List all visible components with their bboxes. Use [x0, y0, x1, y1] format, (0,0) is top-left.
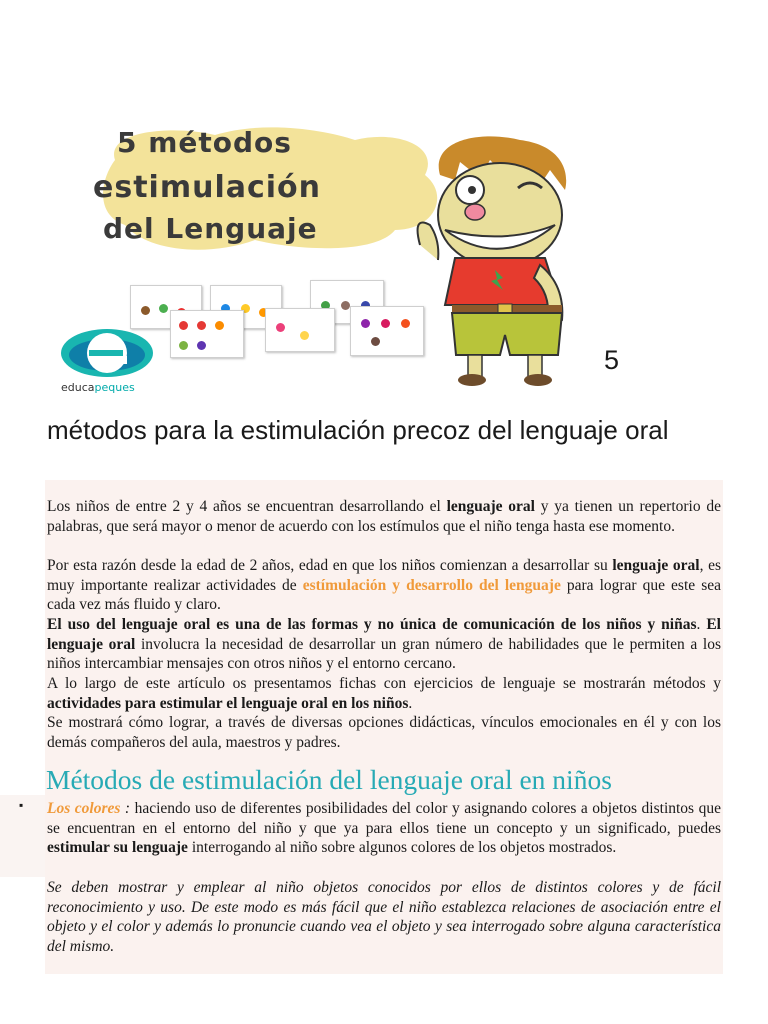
italic-note: Se deben mostrar y emplear al niño objetos conocidos por ellos de distintos colores y de fácil reconocimiento y uso. De este modo es más fácil que el niño establezca relaciones de asociación entre el objeto y el color y además lo pronuncie cuando vea el objeto y sea interrogado sobre alguna característica del mismo. — [47, 879, 721, 955]
hero-illustration — [55, 120, 635, 394]
worksheet-cards — [125, 280, 425, 360]
list-item-label: Los colores — [47, 800, 121, 817]
page-title: métodos para la estimulación precoz del lenguaje oral — [47, 415, 669, 445]
section-heading: Métodos de estimulación del lenguaje oral en niños — [46, 764, 612, 795]
worksheet-card — [265, 308, 335, 352]
paragraph-3: El uso del lenguaje oral es una de las formas y no única de comunicación de los niños y niñas. El lenguaje oral involucra la necesidad de desarrollar un gran número de habilidades que le permiten a los niños intercambiar mensajes con otros niños y el entorno cercano. — [47, 616, 721, 672]
paragraph-5: Se mostrará cómo lograr, a través de diversas opciones didácticas, vínculos emocionales en él y con los demás compañeros del aula, maestros y padres. — [47, 714, 721, 751]
hero-title-line-2: estimulación — [93, 170, 322, 205]
stimulation-link[interactable]: estímulación y desarrollo del lenguaje — [302, 576, 561, 594]
hero-title-line-1: 5 métodos — [117, 126, 292, 159]
list-bullet: ▪ — [19, 798, 24, 812]
educapeques-logo — [59, 325, 159, 395]
educapeques-wordmark: educapeques — [61, 381, 135, 394]
worksheet-card — [170, 310, 244, 358]
paragraph-1: Los niños de entre 2 y 4 años se encuentran desarrollando el lenguaje oral y ya tienen un repertorio de palabras, que será mayor o menor de acuerdo con los estímulos que el niño tenga hasta ese momento. — [47, 498, 721, 535]
paragraph-4: A lo largo de este artículo os presentamos fichas con ejercicios de lenguaje se mostrarán métodos y actividades para estimular el lenguaje oral en los niños. — [47, 675, 721, 712]
cartoon-boy — [400, 130, 590, 390]
number-five: 5 — [604, 345, 620, 375]
hero-title-line-3: del Lenguaje — [103, 212, 318, 245]
list-item-colors: Los colores : haciendo uso de diferentes posibilidades del color y asignando colores a objetos distintos que se encuentran en el entorno del niño y que ya para ellos tiene un concepto y un significado, puedes estimular su lenguaje interrogando al niño sobre algunos colores de los objetos mostrados. — [47, 800, 721, 856]
paragraph-2: Por esta razón desde la edad de 2 años, edad en que los niños comienzan a desarrollar su lenguaje oral, es muy importante realizar actividades de estímulación y desarrollo del lenguaje para lograr que este sea cada vez más fluido y claro. — [47, 557, 722, 613]
